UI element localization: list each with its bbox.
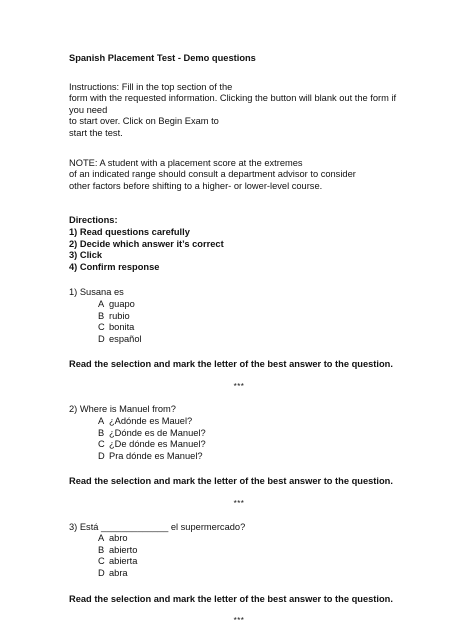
answer-choice[interactable] <box>98 428 409 440</box>
choice-letter: C <box>98 439 105 450</box>
choice-text: guapo <box>109 298 135 309</box>
choice-letter: B <box>98 427 105 438</box>
answer-choice[interactable] <box>98 439 409 451</box>
choice-text: Pra dónde es Manuel? <box>109 450 203 461</box>
instructions-line: start the test. <box>69 127 123 138</box>
answer-choices <box>69 533 409 579</box>
answer-choices <box>69 416 409 462</box>
directions-block <box>69 215 409 273</box>
answer-choice[interactable] <box>98 533 409 545</box>
choice-letter: D <box>98 568 105 578</box>
answer-choice[interactable] <box>98 556 409 568</box>
note-line: of an indicated range should consult a department advisor to consider <box>69 169 356 180</box>
question-stem: 3) Está _____________ el supermercado? <box>69 521 246 532</box>
choice-letter: B <box>98 310 105 321</box>
choice-text: español <box>109 333 142 344</box>
choice-text: ¿De dónde es Manuel? <box>109 439 206 450</box>
directions-heading: Directions: <box>69 215 118 226</box>
question-1 <box>69 287 409 392</box>
question-3 <box>69 522 409 627</box>
choice-text: rubio <box>109 310 130 321</box>
document-content <box>69 53 409 639</box>
note-line: other factors before shifting to a higher- or lower-level course. <box>69 180 323 191</box>
page-title: Spanish Placement Test - Demo questions <box>69 53 256 63</box>
answer-choice[interactable] <box>98 568 409 580</box>
choice-letter: A <box>98 416 105 427</box>
instructions-line: Instructions: Fill in the top section of the <box>69 81 233 92</box>
choice-letter: D <box>98 333 105 344</box>
choice-letter: A <box>98 533 105 544</box>
separator: *** <box>233 616 245 626</box>
choice-text: abra <box>109 568 128 578</box>
answer-choice[interactable] <box>98 311 409 323</box>
separator: *** <box>233 499 245 509</box>
answer-choice[interactable] <box>98 299 409 311</box>
selection-instruction: Read the selection and mark the letter of the best answer to the question. <box>69 359 393 370</box>
choice-text: abierto <box>109 544 138 555</box>
choice-letter: C <box>98 556 105 567</box>
directions-item: 2) Decide which answer it’s correct <box>69 238 224 249</box>
answer-choice[interactable] <box>98 322 409 334</box>
answer-choice[interactable] <box>98 545 409 557</box>
question-stem: 2) Where is Manuel from? <box>69 404 176 415</box>
choice-letter: B <box>98 544 105 555</box>
directions-item: 1) Read questions carefully <box>69 226 190 237</box>
selection-instruction: Read the selection and mark the letter of the best answer to the question. <box>69 593 393 604</box>
instructions-line: to start over. Click on Begin Exam to <box>69 116 219 127</box>
separator: *** <box>233 381 245 391</box>
choice-text: abierta <box>109 556 138 567</box>
selection-instruction: Read the selection and mark the letter of the best answer to the question. <box>69 476 393 487</box>
choice-letter: A <box>98 298 105 309</box>
answer-choice[interactable] <box>98 451 409 463</box>
instructions-line: form with the requested information. Clicking the button will blank out the form if you need <box>69 93 397 115</box>
choice-text: bonita <box>109 322 135 333</box>
answer-choices <box>69 299 409 345</box>
choice-text: ¿Dónde es de Manuel? <box>109 427 206 438</box>
instructions-block <box>69 82 409 140</box>
choice-letter: D <box>98 450 105 461</box>
question-stem: 1) Susana es <box>69 287 124 298</box>
note-block <box>69 158 409 193</box>
note-line: NOTE: A student with a placement score at the extremes <box>69 157 303 168</box>
question-2 <box>69 404 409 509</box>
directions-item: 4) Confirm response <box>69 261 160 272</box>
answer-choice[interactable] <box>98 416 409 428</box>
choice-text: abro <box>109 533 128 544</box>
choice-text: ¿Adónde es Mauel? <box>109 416 193 427</box>
directions-item: 3) Click <box>69 250 103 261</box>
answer-choice[interactable] <box>98 334 409 346</box>
choice-letter: C <box>98 322 105 333</box>
